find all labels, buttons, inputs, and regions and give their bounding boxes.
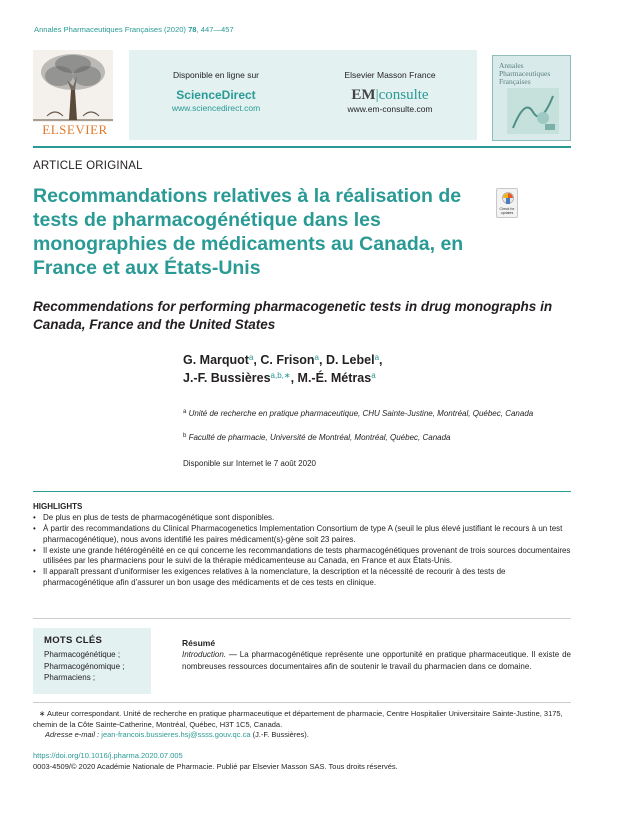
keyword-item: Pharmacogénétique ;: [44, 650, 121, 659]
highlight-item: • Il apparaît pressant d’uniformiser les exigences relatives à la nomenclature, la description et la nécessité de recourir à des tests de pharmacogénétique afin d’assurer un bon usage des médicaments et de ces tests en clinique.: [33, 567, 571, 588]
highlights-list: [33, 513, 571, 589]
author[interactable]: M.-É. Métras$^a$: [297, 371, 376, 385]
resume-heading: Résumé: [182, 638, 216, 648]
corresponding-author-note: ∗ Auteur correspondant. Unité de recherche en pratique pharmaceutique et département de pharmacie, Centre Hospitalier Universitaire Sainte-Justine, 3175, chemin de la Côte Sainte-Catherine, Montréal, Québec, H3T 1C5, Canada.: [33, 709, 563, 729]
author[interactable]: D. Lebel$^a$: [325, 353, 380, 367]
highlight-item: • Il existe une grande hétérogénéité en ce qui concerne les recommandations de tests pharmacogénétiques provenant de trois sources documentaires utilisées par les pharmaciens pour le suivi de la thérapie médicamenteuse au Canada, en France et aux États-Unis.: [33, 546, 571, 567]
keywords-heading: MOTS CLÉS: [44, 635, 103, 646]
resume-intro-label: Introduction. —: [182, 650, 240, 659]
available-online-label: Disponible en ligne sur: [173, 70, 259, 80]
affiliation: $^b$ Faculté de pharmacie, Université de Montréal, Montréal, Québec, Canada: [183, 433, 451, 442]
emconsulte-logo: EM|consulte: [351, 87, 429, 103]
author-list: G. Marquot$^a$, C. Frison$^a$, D. Lebel$^a$, J.-F. Bussières$^{a,b,∗}$, M.-É. Métras$^a$: [183, 353, 383, 385]
check-for-updates-button[interactable]: [496, 188, 518, 218]
emconsulte-block: [315, 70, 465, 115]
journal-cover-thumbnail: [492, 55, 571, 141]
highlights-bottom-divider: [33, 618, 571, 619]
email-link[interactable]: jean-francois.bussieres.hsj@ssss.gouv.qc.ca: [101, 730, 251, 739]
article-title-fr: Recommandations relatives à la réalisation de tests de pharmacogénétique dans les monographies de médicaments au Canada, en France et aux États-Unis: [33, 185, 464, 279]
footnote-divider: [33, 702, 571, 703]
journal-citation: Annales Pharmaceutiques Françaises (2020) 78, 447—457: [34, 25, 234, 34]
keyword-item: Pharmacogénomique ;: [44, 661, 125, 671]
sciencedirect-block: [141, 70, 291, 114]
cover-title: Annales Pharmaceutiques Françaises: [499, 61, 551, 86]
copyright-notice: 0003-4509/© 2020 Académie Nationale de Pharmacie. Publié par Elsevier Masson SAS. Tous droits réservés.: [33, 762, 398, 771]
article-type: ARTICLE ORIGINAL: [33, 160, 143, 172]
author-corresponding[interactable]: J.-F. Bussières$^{a,b,∗}$: [183, 371, 291, 385]
check-updates-icon: [502, 192, 514, 206]
elsevier-wordmark: ELSEVIER: [42, 122, 108, 137]
header-divider: [33, 146, 571, 148]
highlight-item: • À partir des recommandations du Clinical Pharmacogenetics Implementation Consortium de type A (seuil le plus élevé justifiant le recours à un test pharmacogénétique), nous avons identifié les paires médicament(s)-gène soit 23 paires.: [33, 524, 571, 545]
sciencedirect-link[interactable]: www.sciencedirect.com: [171, 103, 261, 113]
journal-volume: 78: [188, 25, 197, 34]
sciencedirect-logo: ScienceDirect: [176, 88, 256, 102]
highlights-divider: [33, 491, 571, 492]
author[interactable]: C. Frison$^a$: [260, 353, 319, 367]
keyword-item: Pharmaciens ;: [44, 673, 96, 682]
resume-text: Introduction. — La pharmacogénétique représente une opportunité en pratique pharmaceutique. Il existe de nombreuses ressources documentaires afin de soutenir le travail du pharmacien dans ce domaine.: [182, 650, 571, 671]
highlight-item: • De plus en plus de tests de pharmacogénétique sont disponibles.: [33, 513, 571, 524]
author[interactable]: G. Marquot$^a$: [183, 353, 254, 367]
available-online-date: Disponible sur Internet le 7 août 2020: [183, 459, 316, 468]
affiliation: $^a$ Unité de recherche en pratique pharmaceutique, CHU Sainte-Justine, Montréal, Québec, Canada: [183, 409, 534, 418]
corresponding-email: Adresse e-mail : jean-francois.bussieres.hsj@ssss.gouv.qc.ca (J.-F. Bussières).: [45, 730, 309, 739]
emconsulte-link[interactable]: www.em-consulte.com: [347, 104, 433, 114]
keywords-list: [44, 649, 125, 684]
publisher-name: Elsevier Masson France: [344, 70, 436, 80]
cover-illustration: [507, 88, 559, 134]
article-title-en: Recommendations for performing pharmacogenetic tests in drug monographs in Canada, France and the United States: [33, 299, 553, 332]
check-updates-label: Check for updates: [499, 207, 515, 215]
doi-link[interactable]: https://doi.org/10.1016/j.pharma.2020.07.005: [33, 751, 183, 760]
highlights-heading: HIGHLIGHTS: [33, 502, 83, 511]
